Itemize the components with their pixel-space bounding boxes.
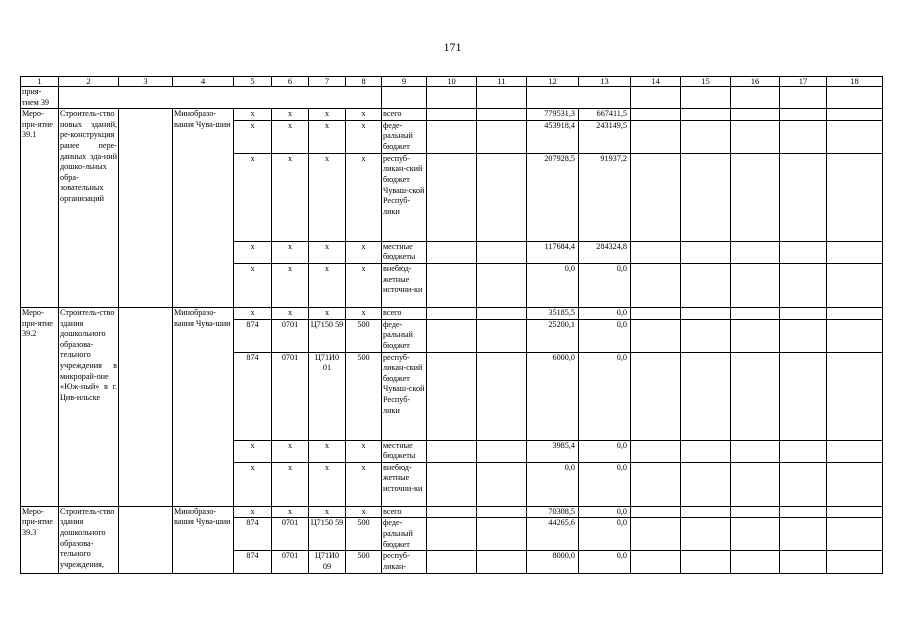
gov-code: 874 [234, 319, 272, 352]
amount-col12: 779531,3 [527, 109, 579, 121]
page-number: 171 [443, 40, 462, 54]
measure-name: Строитель-ство здания дошкольного образова-тельного учреждения в микрорай-оне «Юж-ный» в г. Цив-ильске [59, 307, 119, 506]
empty-cell [731, 319, 780, 352]
empty-cell [427, 319, 477, 352]
gov-code: 874 [234, 352, 272, 440]
carry-over-cell [681, 87, 731, 109]
empty-cell [731, 440, 780, 462]
empty-cell [827, 462, 883, 506]
empty-cell [681, 518, 731, 551]
amount-col13: 0,0 [579, 551, 631, 573]
funding-source: внебюд-жетные источни-ки [382, 263, 427, 307]
col-number: 13 [579, 77, 631, 87]
measure-row [21, 307, 883, 319]
gov-code: 874 [234, 551, 272, 573]
funding-source: всего [382, 307, 427, 319]
carry-over-cell [427, 87, 477, 109]
section-code: 0701 [272, 518, 309, 551]
amount-col12: 70308,5 [527, 506, 579, 518]
empty-cell [477, 319, 527, 352]
empty-cell [731, 109, 780, 121]
empty-cell [681, 241, 731, 263]
amount-col12: 207928,5 [527, 153, 579, 241]
empty-cell [631, 307, 681, 319]
empty-cell [731, 153, 780, 241]
expense-type: х [346, 120, 382, 153]
empty-cell [827, 506, 883, 518]
carry-over-label: прия-тием 39 [21, 87, 59, 109]
empty-cell [731, 120, 780, 153]
target-code: х [309, 307, 346, 319]
empty-cell [681, 319, 731, 352]
carry-over-cell [780, 87, 827, 109]
empty-cell [631, 440, 681, 462]
empty-cell [780, 440, 827, 462]
empty-cell [477, 307, 527, 319]
amount-col12: 44265,6 [527, 518, 579, 551]
empty-cell [427, 241, 477, 263]
empty-cell [827, 352, 883, 440]
empty-cell [780, 506, 827, 518]
empty-cell [427, 263, 477, 307]
empty-cell [427, 307, 477, 319]
expense-type: 500 [346, 319, 382, 352]
expense-type: х [346, 241, 382, 263]
measure-code: Меро-при-ятие 39.3 [21, 506, 59, 573]
section-code: х [272, 263, 309, 307]
expense-type: х [346, 109, 382, 121]
funding-source: всего [382, 506, 427, 518]
target-code: х [309, 440, 346, 462]
carry-over-row [21, 87, 883, 109]
empty-cell [631, 352, 681, 440]
col-number: 2 [59, 77, 119, 87]
empty-cell [477, 440, 527, 462]
carry-over-cell [827, 87, 883, 109]
empty-cell [427, 518, 477, 551]
amount-col13: 667411,5 [579, 109, 631, 121]
empty-cell [827, 307, 883, 319]
measure-name: Строитель-ство новых зданий, ре-конструкция ранее пере-данных зда-ний дошко-льных обра-зовательных организаций [59, 109, 119, 308]
empty-cell [477, 506, 527, 518]
empty-cell [631, 319, 681, 352]
target-code: Ц7150 59 [309, 319, 346, 352]
amount-col13: 243149,5 [579, 120, 631, 153]
measure-code: Меро-при-ятие 39.2 [21, 307, 59, 506]
expense-type: х [346, 506, 382, 518]
empty-cell [731, 506, 780, 518]
empty-cell [681, 462, 731, 506]
amount-col12: 35185,5 [527, 307, 579, 319]
empty-cell [827, 319, 883, 352]
gov-code: х [234, 462, 272, 506]
expense-type: х [346, 153, 382, 241]
empty-cell [780, 551, 827, 573]
col-number: 6 [272, 77, 309, 87]
empty-cell [119, 307, 173, 506]
empty-cell [119, 506, 173, 573]
empty-cell [731, 241, 780, 263]
target-code: Ц7150 59 [309, 518, 346, 551]
empty-cell [827, 109, 883, 121]
empty-cell [477, 153, 527, 241]
empty-cell [780, 263, 827, 307]
carry-over-cell [382, 87, 427, 109]
empty-cell [827, 440, 883, 462]
carry-over-cell [527, 87, 631, 109]
col-number: 8 [346, 77, 382, 87]
col-number: 12 [527, 77, 579, 87]
expense-type: х [346, 263, 382, 307]
amount-col13: 0,0 [579, 518, 631, 551]
empty-cell [631, 109, 681, 121]
amount-col12: 3985,4 [527, 440, 579, 462]
measure-row [21, 506, 883, 518]
executor-name: Минобразо-вания Чува-шии [173, 109, 234, 308]
amount-col13: 0,0 [579, 319, 631, 352]
funding-source: местные бюджеты [382, 241, 427, 263]
empty-cell [681, 109, 731, 121]
amount-col12: 453918,4 [527, 120, 579, 153]
empty-cell [780, 153, 827, 241]
empty-cell [427, 352, 477, 440]
empty-cell [631, 153, 681, 241]
col-number: 18 [827, 77, 883, 87]
empty-cell [631, 518, 681, 551]
amount-col12: 8000,0 [527, 551, 579, 573]
col-number: 5 [234, 77, 272, 87]
funding-source: местные бюджеты [382, 440, 427, 462]
carry-over-span [59, 87, 382, 109]
section-code: х [272, 120, 309, 153]
gov-code: х [234, 307, 272, 319]
budget-table [20, 76, 883, 574]
empty-cell [780, 307, 827, 319]
empty-cell [681, 506, 731, 518]
measure-name: Строитель-ство здания дошкольного образова-тельного учреждения, [59, 506, 119, 573]
empty-cell [681, 440, 731, 462]
empty-cell [731, 462, 780, 506]
empty-cell [681, 352, 731, 440]
funding-source: респуб-ликан- [382, 551, 427, 573]
col-number: 14 [631, 77, 681, 87]
gov-code: х [234, 440, 272, 462]
empty-cell [780, 109, 827, 121]
col-number: 4 [173, 77, 234, 87]
empty-cell [427, 506, 477, 518]
empty-cell [827, 518, 883, 551]
empty-cell [427, 462, 477, 506]
amount-col13: 91937,2 [579, 153, 631, 241]
empty-cell [477, 352, 527, 440]
amount-col13: 0,0 [579, 352, 631, 440]
expense-type: х [346, 462, 382, 506]
target-code: х [309, 462, 346, 506]
empty-cell [827, 241, 883, 263]
section-code: 0701 [272, 319, 309, 352]
expense-type: 500 [346, 352, 382, 440]
gov-code: х [234, 506, 272, 518]
empty-cell [477, 551, 527, 573]
empty-cell [731, 307, 780, 319]
expense-type: х [346, 440, 382, 462]
section-code: х [272, 241, 309, 263]
section-code: х [272, 153, 309, 241]
target-code: х [309, 241, 346, 263]
empty-cell [731, 518, 780, 551]
measure-row [21, 109, 883, 121]
carry-over-cell [631, 87, 681, 109]
target-code: х [309, 506, 346, 518]
section-code: х [272, 440, 309, 462]
empty-cell [477, 462, 527, 506]
column-number-row [21, 77, 883, 87]
funding-source: внебюд-жетные источни-ки [382, 462, 427, 506]
empty-cell [681, 120, 731, 153]
target-code: х [309, 153, 346, 241]
empty-cell [827, 551, 883, 573]
target-code: Ц71И0 09 [309, 551, 346, 573]
amount-col12: 117684,4 [527, 241, 579, 263]
col-number: 11 [477, 77, 527, 87]
funding-source: феде-ральный бюджет [382, 319, 427, 352]
empty-cell [731, 263, 780, 307]
expense-type: х [346, 307, 382, 319]
col-number: 16 [731, 77, 780, 87]
col-number: 7 [309, 77, 346, 87]
col-number: 17 [780, 77, 827, 87]
target-code: Ц71И0 01 [309, 352, 346, 440]
section-code: х [272, 506, 309, 518]
amount-col13: 0,0 [579, 462, 631, 506]
empty-cell [427, 551, 477, 573]
empty-cell [427, 153, 477, 241]
empty-cell [477, 109, 527, 121]
empty-cell [477, 120, 527, 153]
empty-cell [681, 263, 731, 307]
measure-code: Меро-при-ятие 39.1 [21, 109, 59, 308]
gov-code: х [234, 109, 272, 121]
gov-code: х [234, 153, 272, 241]
amount-col12: 25200,1 [527, 319, 579, 352]
empty-cell [780, 352, 827, 440]
empty-cell [827, 153, 883, 241]
empty-cell [631, 120, 681, 153]
empty-cell [731, 551, 780, 573]
amount-col12: 0,0 [527, 462, 579, 506]
empty-cell [119, 109, 173, 308]
target-code: х [309, 109, 346, 121]
amount-col13: 0,0 [579, 263, 631, 307]
empty-cell [631, 506, 681, 518]
empty-cell [477, 518, 527, 551]
empty-cell [827, 120, 883, 153]
empty-cell [681, 551, 731, 573]
empty-cell [477, 263, 527, 307]
empty-cell [780, 518, 827, 551]
executor-name: Минобразо-вания Чува-шии [173, 506, 234, 573]
funding-source: феде-ральный бюджет [382, 518, 427, 551]
carry-over-cell [731, 87, 780, 109]
funding-source: феде-ральный бюджет [382, 120, 427, 153]
amount-col13: 0,0 [579, 506, 631, 518]
section-code: 0701 [272, 352, 309, 440]
target-code: х [309, 263, 346, 307]
empty-cell [780, 241, 827, 263]
section-code: х [272, 462, 309, 506]
empty-cell [631, 551, 681, 573]
empty-cell [780, 319, 827, 352]
empty-cell [780, 462, 827, 506]
empty-cell [631, 263, 681, 307]
empty-cell [427, 440, 477, 462]
amount-col12: 0,0 [527, 263, 579, 307]
carry-over-cell [477, 87, 527, 109]
amount-col12: 6000,0 [527, 352, 579, 440]
gov-code: х [234, 120, 272, 153]
col-number: 15 [681, 77, 731, 87]
funding-source: всего [382, 109, 427, 121]
gov-code: 874 [234, 518, 272, 551]
section-code: х [272, 307, 309, 319]
empty-cell [631, 241, 681, 263]
empty-cell [427, 120, 477, 153]
empty-cell [731, 352, 780, 440]
section-code: 0701 [272, 551, 309, 573]
empty-cell [631, 462, 681, 506]
empty-cell [681, 153, 731, 241]
amount-col13: 0,0 [579, 440, 631, 462]
empty-cell [780, 120, 827, 153]
amount-col13: 0,0 [579, 307, 631, 319]
amount-col13: 284324,8 [579, 241, 631, 263]
measures-body [21, 109, 883, 573]
col-number: 3 [119, 77, 173, 87]
funding-source: респуб-ликан-ский бюджет Чуваш-ской Респуб-лики [382, 352, 427, 440]
section-code: х [272, 109, 309, 121]
target-code: х [309, 120, 346, 153]
empty-cell [477, 241, 527, 263]
empty-cell [681, 307, 731, 319]
executor-name: Минобразо-вания Чува-шии [173, 307, 234, 506]
expense-type: 500 [346, 518, 382, 551]
empty-cell [827, 263, 883, 307]
col-number: 10 [427, 77, 477, 87]
empty-cell [427, 109, 477, 121]
funding-source: респуб-ликан-ский бюджет Чуваш-ской Респуб-лики [382, 153, 427, 241]
col-number: 1 [21, 77, 59, 87]
gov-code: х [234, 263, 272, 307]
gov-code: х [234, 241, 272, 263]
col-number: 9 [382, 77, 427, 87]
expense-type: 500 [346, 551, 382, 573]
